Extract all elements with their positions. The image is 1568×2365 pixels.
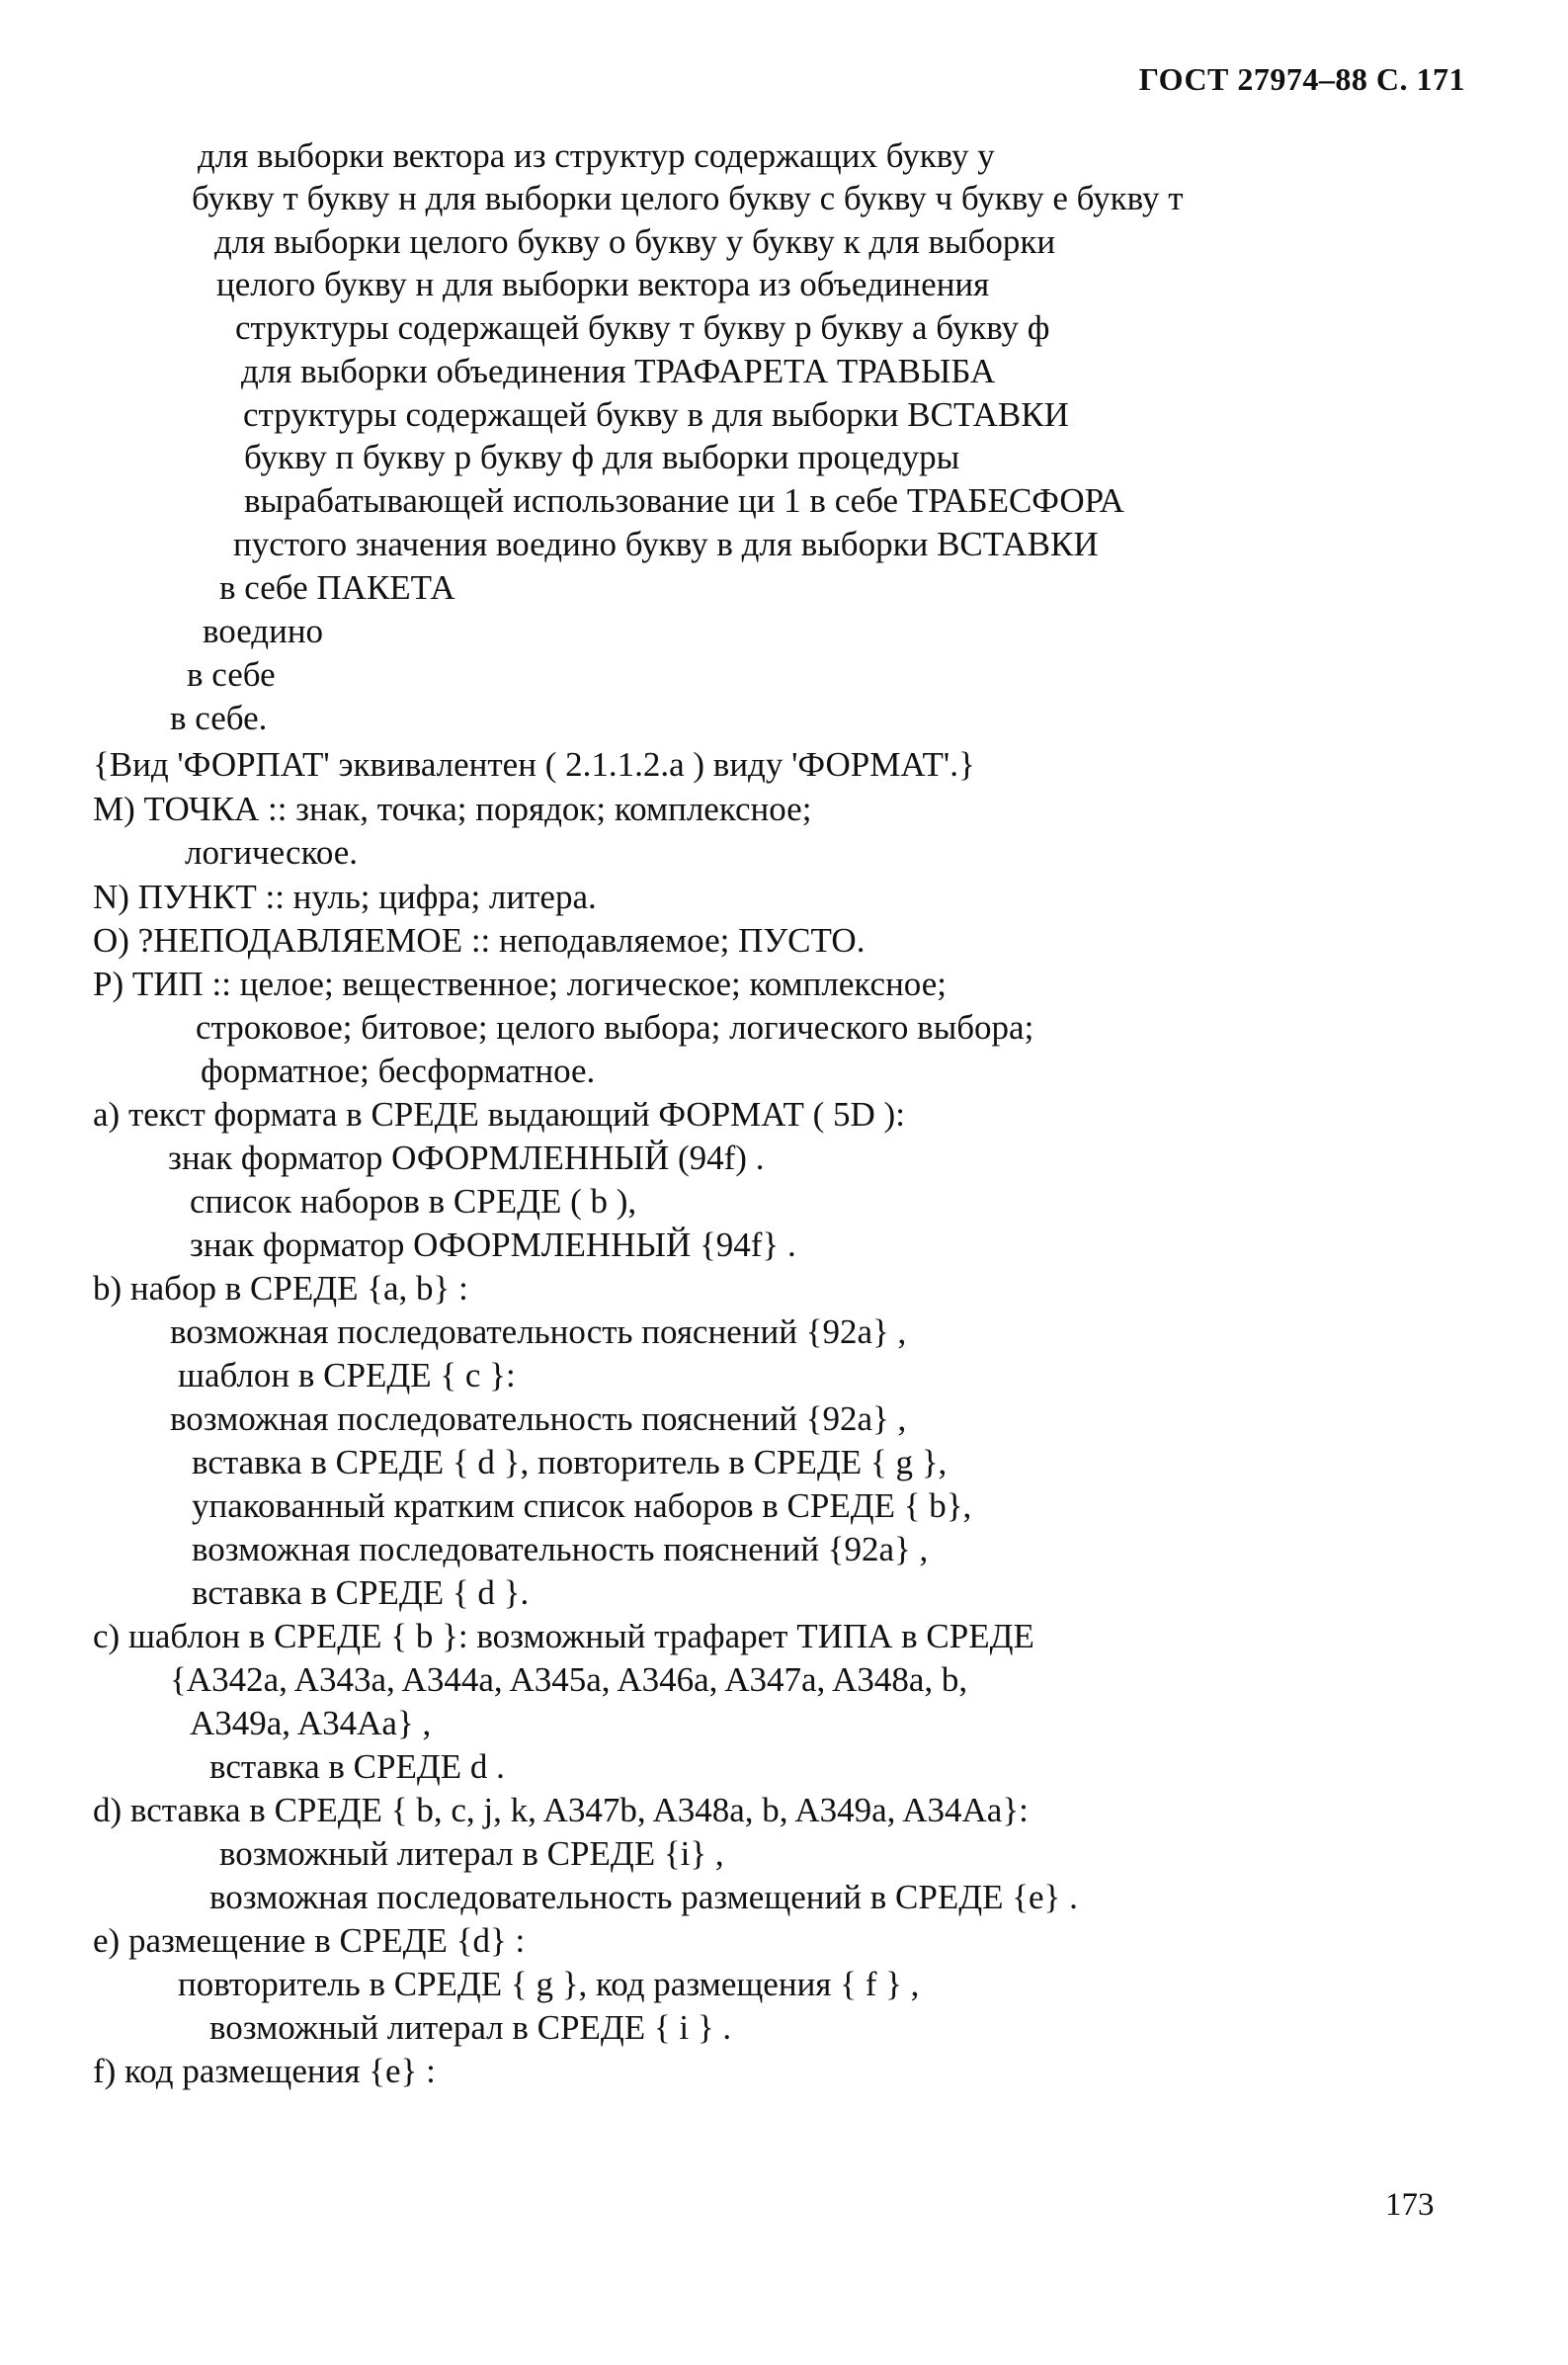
text-line: N) ПУНКТ :: нуль; цифра; литера.: [93, 878, 597, 916]
page-header: ГОСТ 27974–88 С. 171: [1138, 61, 1465, 97]
text-line: вырабатывающей использование ци 1 в себе ТРАБЕСФОРА: [244, 481, 1124, 520]
text-line: букву п букву р букву ф для выборки процедуры: [244, 438, 960, 476]
text-line: знак форматор ОФОРМЛЕННЫЙ {94f} .: [190, 1225, 796, 1264]
text-line: форматное; бесформатное.: [201, 1052, 596, 1090]
text-line: букву т букву н для выборки целого букву с букву ч букву е букву т: [192, 179, 1184, 217]
text-line: для выборки объединения ТРАФАРЕТА ТРАВЫБА: [241, 352, 996, 390]
text-line: вставка в СРЕДЕ d .: [209, 1747, 505, 1786]
text-line: шаблон в СРЕДЕ { c }:: [178, 1356, 516, 1394]
text-line: P) ТИП :: целое; вещественное; логическое; комплексное;: [93, 965, 947, 1003]
text-line: воедино: [203, 612, 324, 650]
text-line: возможная последовательность пояснений {92a} ,: [170, 1399, 907, 1438]
text-line: вставка в СРЕДЕ { d }, повторитель в СРЕДЕ { g },: [192, 1443, 948, 1481]
text-line: d) вставка в СРЕДЕ { b, c, j, k, A347b, A348a, b, A349a, A34Aa}:: [93, 1791, 1029, 1829]
text-line: структуры содержащей букву в для выборки ВСТАВКИ: [243, 395, 1069, 434]
text-line: возможная последовательность пояснений {92a} ,: [170, 1312, 907, 1351]
text-line: b) набор в СРЕДЕ {a, b} :: [93, 1269, 468, 1308]
text-line: в себе.: [170, 699, 268, 737]
text-line: целого букву н для выборки вектора из объединения: [216, 265, 990, 303]
text-line: список наборов в СРЕДЕ ( b ),: [190, 1182, 637, 1221]
text-line: в себе ПАКЕТА: [219, 568, 455, 607]
text-line: знак форматор ОФОРМЛЕННЫЙ (94f) .: [168, 1139, 765, 1177]
text-line: упакованный кратким список наборов в СРЕДЕ { b},: [192, 1486, 972, 1525]
text-line: для выборки целого букву о букву у букву к для выборки: [214, 222, 1056, 261]
text-line: структуры содержащей букву т букву р букву а букву ф: [235, 308, 1050, 347]
text-line: M) ТОЧКА :: знак, точка; порядок; комплексное;: [93, 790, 812, 828]
text-line: повторитель в СРЕДЕ { g }, код размещения { f } ,: [178, 1965, 920, 2003]
text-line: A349a, A34Aa} ,: [190, 1704, 432, 1742]
text-line: возможная последовательность размещений в СРЕДЕ {e} .: [209, 1878, 1078, 1916]
text-line: вставка в СРЕДЕ { d }.: [192, 1573, 530, 1612]
text-line: возможная последовательность пояснений {92a} ,: [192, 1530, 929, 1568]
text-line: строковое; битовое; целого выбора; логического выбора;: [196, 1008, 1034, 1047]
text-line: для выборки вектора из структур содержащих букву у: [198, 136, 995, 175]
text-line: a) текст формата в СРЕДЕ выдающий ФОРМАТ ( 5D ):: [93, 1095, 905, 1134]
text-line: возможный литерал в СРЕДЕ { i } .: [209, 2008, 732, 2047]
text-line: пустого значения воедино букву в для выборки ВСТАВКИ: [233, 525, 1099, 563]
text-line: c) шаблон в СРЕДЕ { b }: возможный трафарет ТИПА в СРЕДЕ: [93, 1617, 1034, 1655]
text-line: {Вид 'ФОРПАТ' эквивалентен ( 2.1.1.2.а ) виду 'ФОРМАТ'.}: [93, 745, 975, 784]
text-line: f) код размещения {e} :: [93, 2052, 436, 2090]
text-line: в себе: [187, 655, 276, 694]
page-number: 173: [1385, 2187, 1435, 2223]
text-line: {A342a, A343a, A344a, A345a, A346a, A347a, A348a, b,: [170, 1660, 968, 1699]
text-line: e) размещение в СРЕДЕ {d} :: [93, 1921, 526, 1960]
text-line: O) ?НЕПОДАВЛЯЕМОЕ :: неподавляемое; ПУСТО.: [93, 921, 866, 960]
text-line: логическое.: [185, 833, 359, 872]
text-line: возможный литерал в СРЕДЕ {i} ,: [219, 1834, 724, 1873]
